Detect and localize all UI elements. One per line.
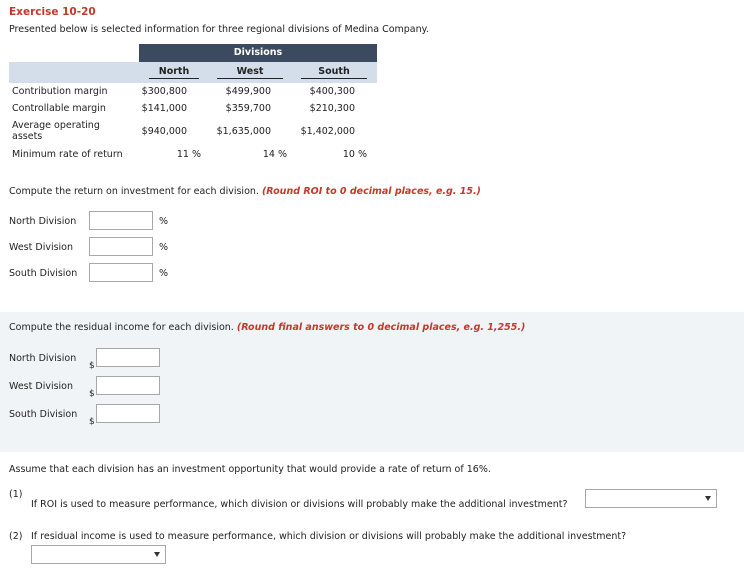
roi-percent-north: %: [159, 216, 169, 227]
cell-north-assets: $940,000: [141, 126, 187, 137]
residual-label-north: North Division: [9, 353, 77, 364]
cell-south-contribution: $400,300: [309, 86, 355, 97]
residual-question: [9, 322, 525, 333]
residual-label-south: South Division: [9, 409, 78, 420]
divisions-group-header: Divisions: [139, 44, 377, 62]
residual-dollar-north: $: [89, 361, 95, 371]
residual-input-south[interactable]: [96, 404, 160, 423]
roi-label-north: North Division: [9, 216, 77, 227]
row-label-controllable-margin: Controllable margin: [12, 103, 106, 114]
roi-percent-west: %: [159, 242, 169, 253]
cell-west-contribution: $499,900: [225, 86, 271, 97]
cell-south-rate: 10 %: [342, 149, 367, 160]
question-2-select[interactable]: [31, 545, 166, 564]
opportunity-prompt: Assume that each division has an investment opportunity that would provide a rate of return of 16%.: [9, 464, 491, 475]
question-1-select[interactable]: [585, 489, 717, 508]
roi-label-west: West Division: [9, 242, 74, 253]
exercise-intro: Presented below is selected information for three regional divisions of Medina Company.: [9, 24, 429, 35]
chevron-down-icon: [154, 552, 160, 557]
row-label-minimum-rate: Minimum rate of return: [12, 149, 123, 160]
cell-west-controllable: $359,700: [225, 103, 271, 114]
cell-north-rate: 11 %: [176, 149, 201, 160]
residual-dollar-west: $: [89, 389, 95, 399]
roi-input-north[interactable]: [89, 211, 153, 230]
question-2-number: (2): [9, 531, 23, 542]
roi-input-west[interactable]: [89, 237, 153, 256]
row-label-contribution-margin: Contribution margin: [12, 86, 108, 97]
cell-north-controllable: $141,000: [141, 103, 187, 114]
column-header-north: North: [149, 66, 199, 79]
question-1-text: If ROI is used to measure performance, which division or divisions will probably make the additional investment?: [31, 499, 568, 510]
residual-label-west: West Division: [9, 381, 74, 392]
column-header-south: South: [301, 66, 367, 79]
cell-west-assets: $1,635,000: [216, 126, 271, 137]
roi-label-south: South Division: [9, 268, 78, 279]
cell-north-contribution: $300,800: [141, 86, 187, 97]
question-1-number: (1): [9, 489, 23, 500]
cell-south-controllable: $210,300: [309, 103, 355, 114]
residual-input-north[interactable]: [96, 348, 160, 367]
roi-question: [9, 186, 481, 197]
question-2-text: If residual income is used to measure performance, which division or divisions will probably make the additional investment?: [31, 531, 627, 542]
row-label-assets: assets: [12, 131, 43, 142]
roi-input-south[interactable]: [89, 263, 153, 282]
roi-prompt: Compute the return on investment for each division.: [9, 186, 259, 197]
residual-input-west[interactable]: [96, 376, 160, 395]
roi-percent-south: %: [159, 268, 169, 279]
residual-dollar-south: $: [89, 417, 95, 427]
row-label-average-operating: Average operating: [12, 120, 100, 131]
exercise-title: Exercise 10-20: [9, 6, 96, 18]
chevron-down-icon: [705, 496, 711, 501]
residual-prompt: Compute the residual income for each division.: [9, 322, 234, 333]
roi-instruction: (Round ROI to 0 decimal places, e.g. 15.): [261, 186, 481, 197]
column-header-west: West: [217, 66, 283, 79]
cell-south-assets: $1,402,000: [300, 126, 355, 137]
cell-west-rate: 14 %: [262, 149, 287, 160]
residual-instruction: (Round final answers to 0 decimal places, e.g. 1,255.): [236, 322, 526, 333]
